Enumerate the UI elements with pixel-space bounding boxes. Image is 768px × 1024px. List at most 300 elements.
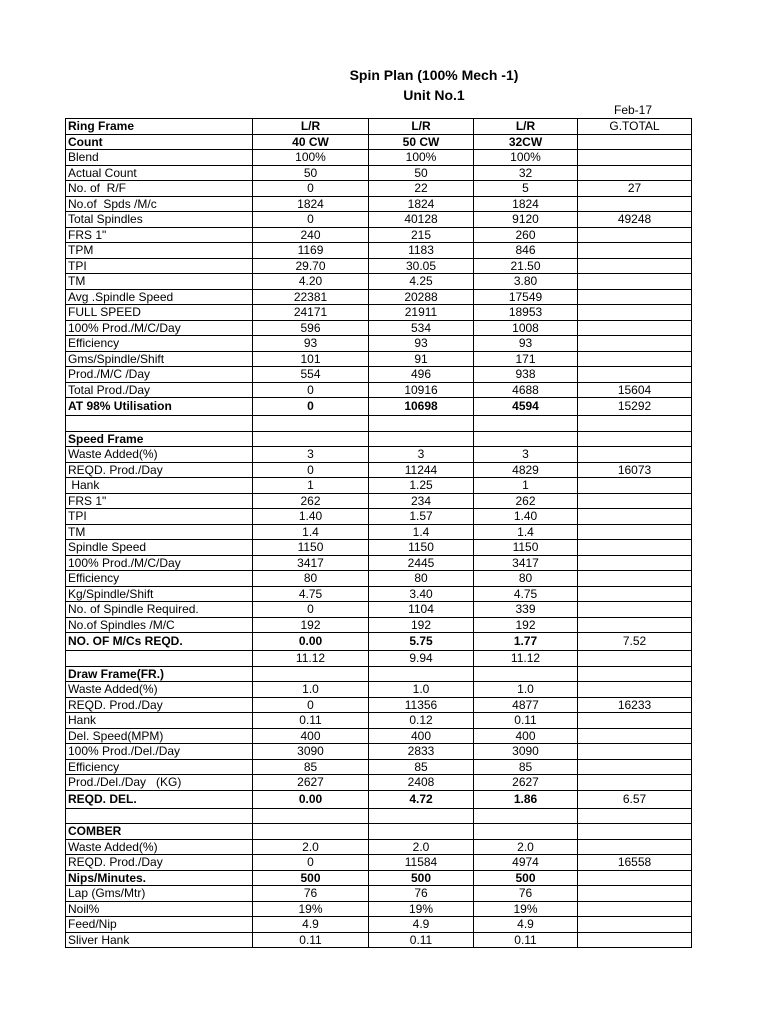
- value-cell: 171: [474, 351, 578, 367]
- row-label-cell: Waste Added(%): [66, 839, 253, 855]
- value-cell: 500: [253, 870, 369, 886]
- table-row: [66, 617, 692, 633]
- value-cell: 1183: [369, 243, 474, 259]
- row-label-cell: FRS 1": [66, 227, 253, 243]
- table-row: [66, 398, 692, 416]
- table-row: [66, 855, 692, 871]
- value-cell: 21911: [369, 305, 474, 321]
- value-cell: 4974: [474, 855, 578, 871]
- value-cell: 400: [369, 728, 474, 744]
- value-cell: 0: [253, 855, 369, 871]
- table-row: [66, 462, 692, 478]
- value-cell: 0.11: [474, 932, 578, 948]
- value-cell: 1169: [253, 243, 369, 259]
- table-row: [66, 713, 692, 729]
- value-cell: 50: [369, 165, 474, 181]
- value-cell: 17549: [474, 289, 578, 305]
- value-cell: 16073: [578, 462, 692, 478]
- table-row: [66, 351, 692, 367]
- value-cell: 30.05: [369, 258, 474, 274]
- value-cell: 11584: [369, 855, 474, 871]
- table-row: [66, 367, 692, 383]
- value-cell: 0: [253, 398, 369, 416]
- value-cell: 1.77: [474, 633, 578, 651]
- value-cell: 4.25: [369, 274, 474, 290]
- value-cell: [578, 571, 692, 587]
- value-cell: 6.57: [578, 790, 692, 808]
- value-cell: 1.86: [474, 790, 578, 808]
- value-cell: [253, 808, 369, 824]
- table-row: [66, 697, 692, 713]
- value-cell: 1.0: [474, 682, 578, 698]
- row-label-cell: Hank: [66, 713, 253, 729]
- value-cell: 1.4: [369, 524, 474, 540]
- table-row: [66, 870, 692, 886]
- table-row: [66, 586, 692, 602]
- value-cell: [369, 431, 474, 447]
- value-cell: 1824: [369, 196, 474, 212]
- value-cell: 400: [253, 728, 369, 744]
- value-cell: [578, 728, 692, 744]
- row-label-cell: Sliver Hank: [66, 932, 253, 948]
- value-cell: 3.40: [369, 586, 474, 602]
- row-label-cell: TM: [66, 274, 253, 290]
- value-cell: 3: [369, 447, 474, 463]
- value-cell: [578, 509, 692, 525]
- value-cell: 1824: [253, 196, 369, 212]
- value-cell: 16558: [578, 855, 692, 871]
- value-cell: 1150: [474, 540, 578, 556]
- value-cell: 20288: [369, 289, 474, 305]
- row-label-cell: Total Prod./Day: [66, 382, 253, 398]
- value-cell: 0.11: [474, 713, 578, 729]
- value-cell: [578, 651, 692, 667]
- table-row: [66, 790, 692, 808]
- value-cell: 1: [474, 478, 578, 494]
- value-cell: 596: [253, 320, 369, 336]
- value-cell: 21.50: [474, 258, 578, 274]
- table-row: [66, 478, 692, 494]
- value-cell: 0: [253, 697, 369, 713]
- table-row: [66, 808, 692, 824]
- value-cell: 1.57: [369, 509, 474, 525]
- value-cell: [578, 839, 692, 855]
- value-cell: 2445: [369, 555, 474, 571]
- value-cell: 22381: [253, 289, 369, 305]
- row-label-cell: Efficiency: [66, 336, 253, 352]
- table-row: [66, 571, 692, 587]
- value-cell: 0: [253, 602, 369, 618]
- value-cell: 80: [474, 571, 578, 587]
- value-cell: [578, 289, 692, 305]
- value-cell: 500: [474, 870, 578, 886]
- value-cell: 192: [253, 617, 369, 633]
- value-cell: 1: [253, 478, 369, 494]
- table-row: [66, 320, 692, 336]
- value-cell: 2.0: [253, 839, 369, 855]
- value-cell: 1008: [474, 320, 578, 336]
- row-label-cell: No. of R/F: [66, 181, 253, 197]
- value-cell: 4.9: [253, 917, 369, 933]
- value-cell: [578, 320, 692, 336]
- table-row: [66, 416, 692, 432]
- row-label-cell: No.of Spindles /M/C: [66, 617, 253, 633]
- value-cell: 4.9: [474, 917, 578, 933]
- value-cell: 554: [253, 367, 369, 383]
- value-cell: 234: [369, 493, 474, 509]
- row-label-cell: TM: [66, 524, 253, 540]
- value-cell: 192: [474, 617, 578, 633]
- value-cell: [369, 824, 474, 840]
- row-label-cell: [66, 808, 253, 824]
- value-cell: 85: [474, 759, 578, 775]
- row-label-cell: 100% Prod./M/C/Day: [66, 320, 253, 336]
- value-cell: G.TOTAL: [578, 119, 692, 135]
- value-cell: 49248: [578, 212, 692, 228]
- value-cell: 5.75: [369, 633, 474, 651]
- row-label-cell: Blend: [66, 150, 253, 166]
- value-cell: 4.72: [369, 790, 474, 808]
- value-cell: 76: [253, 886, 369, 902]
- value-cell: 0.11: [253, 932, 369, 948]
- table-row: [66, 509, 692, 525]
- value-cell: 0: [253, 212, 369, 228]
- value-cell: 16233: [578, 697, 692, 713]
- value-cell: [253, 416, 369, 432]
- value-cell: 9120: [474, 212, 578, 228]
- row-label-cell: [66, 651, 253, 667]
- table-row: [66, 555, 692, 571]
- value-cell: 3: [474, 447, 578, 463]
- table-row: [66, 134, 692, 150]
- table-row: [66, 305, 692, 321]
- value-cell: 3090: [474, 744, 578, 760]
- value-cell: 11.12: [253, 651, 369, 667]
- row-label-cell: 100% Prod./Del./Day: [66, 744, 253, 760]
- value-cell: 3417: [253, 555, 369, 571]
- value-cell: 192: [369, 617, 474, 633]
- value-cell: 100%: [474, 150, 578, 166]
- table-row: [66, 839, 692, 855]
- value-cell: 11244: [369, 462, 474, 478]
- value-cell: 4.75: [253, 586, 369, 602]
- value-cell: [474, 431, 578, 447]
- table-row: [66, 447, 692, 463]
- row-label-cell: REQD. Prod./Day: [66, 697, 253, 713]
- spin-plan-table: [65, 118, 692, 948]
- table-row: [66, 227, 692, 243]
- value-cell: [578, 540, 692, 556]
- value-cell: 100%: [369, 150, 474, 166]
- row-label-cell: REQD. Prod./Day: [66, 855, 253, 871]
- value-cell: 1.25: [369, 478, 474, 494]
- row-label-cell: Prod./Del./Day (KG): [66, 775, 253, 791]
- row-label-cell: Count: [66, 134, 253, 150]
- value-cell: [578, 555, 692, 571]
- value-cell: 19%: [369, 901, 474, 917]
- value-cell: 32CW: [474, 134, 578, 150]
- row-label-cell: Del. Speed(MPM): [66, 728, 253, 744]
- value-cell: [578, 602, 692, 618]
- value-cell: 5: [474, 181, 578, 197]
- row-label-cell: Noil%: [66, 901, 253, 917]
- value-cell: 19%: [474, 901, 578, 917]
- row-label-cell: Gms/Spindle/Shift: [66, 351, 253, 367]
- value-cell: 240: [253, 227, 369, 243]
- value-cell: 496: [369, 367, 474, 383]
- value-cell: 4.75: [474, 586, 578, 602]
- value-cell: 4594: [474, 398, 578, 416]
- value-cell: 50: [253, 165, 369, 181]
- value-cell: [474, 824, 578, 840]
- value-cell: [578, 367, 692, 383]
- value-cell: 215: [369, 227, 474, 243]
- value-cell: [578, 243, 692, 259]
- value-cell: 1.40: [474, 509, 578, 525]
- value-cell: [578, 274, 692, 290]
- value-cell: [253, 666, 369, 682]
- table-row: [66, 382, 692, 398]
- value-cell: 1.40: [253, 509, 369, 525]
- value-cell: [578, 258, 692, 274]
- value-cell: 2627: [253, 775, 369, 791]
- value-cell: [474, 808, 578, 824]
- table-row: [66, 728, 692, 744]
- table-row: [66, 744, 692, 760]
- value-cell: [578, 808, 692, 824]
- value-cell: [578, 524, 692, 540]
- row-label-cell: Spindle Speed: [66, 540, 253, 556]
- report-date: Feb-17: [613, 103, 653, 117]
- row-label-cell: REQD. DEL.: [66, 790, 253, 808]
- value-cell: [578, 150, 692, 166]
- table-row: [66, 824, 692, 840]
- value-cell: 50 CW: [369, 134, 474, 150]
- value-cell: 4.20: [253, 274, 369, 290]
- value-cell: 85: [253, 759, 369, 775]
- table-row: [66, 243, 692, 259]
- value-cell: 0.00: [253, 790, 369, 808]
- value-cell: [578, 493, 692, 509]
- value-cell: 262: [253, 493, 369, 509]
- value-cell: [578, 447, 692, 463]
- value-cell: 7.52: [578, 633, 692, 651]
- value-cell: 93: [474, 336, 578, 352]
- value-cell: [474, 666, 578, 682]
- row-label-cell: Lap (Gms/Mtr): [66, 886, 253, 902]
- value-cell: 24171: [253, 305, 369, 321]
- value-cell: [578, 744, 692, 760]
- row-label-cell: REQD. Prod./Day: [66, 462, 253, 478]
- value-cell: 101: [253, 351, 369, 367]
- row-label-cell: Feed/Nip: [66, 917, 253, 933]
- value-cell: 2833: [369, 744, 474, 760]
- value-cell: 339: [474, 602, 578, 618]
- value-cell: 1150: [253, 540, 369, 556]
- row-label-cell: Prod./M/C /Day: [66, 367, 253, 383]
- row-label-cell: Efficiency: [66, 571, 253, 587]
- value-cell: 500: [369, 870, 474, 886]
- row-label-cell: Actual Count: [66, 165, 253, 181]
- row-label-cell: TPM: [66, 243, 253, 259]
- table-row: [66, 165, 692, 181]
- row-label-cell: Nips/Minutes.: [66, 870, 253, 886]
- value-cell: [253, 431, 369, 447]
- row-label-cell: Efficiency: [66, 759, 253, 775]
- value-cell: [578, 196, 692, 212]
- value-cell: 32: [474, 165, 578, 181]
- table-row: [66, 932, 692, 948]
- value-cell: [369, 416, 474, 432]
- table-row: [66, 274, 692, 290]
- value-cell: [578, 932, 692, 948]
- value-cell: 0.00: [253, 633, 369, 651]
- table-row: [66, 759, 692, 775]
- value-cell: 9.94: [369, 651, 474, 667]
- table-row: [66, 775, 692, 791]
- table-row: [66, 682, 692, 698]
- row-label-cell: [66, 416, 253, 432]
- value-cell: 0.11: [253, 713, 369, 729]
- table-row: [66, 258, 692, 274]
- value-cell: 22: [369, 181, 474, 197]
- value-cell: 4829: [474, 462, 578, 478]
- value-cell: [369, 666, 474, 682]
- value-cell: 846: [474, 243, 578, 259]
- value-cell: 4877: [474, 697, 578, 713]
- value-cell: [474, 416, 578, 432]
- value-cell: 260: [474, 227, 578, 243]
- value-cell: 400: [474, 728, 578, 744]
- value-cell: 40 CW: [253, 134, 369, 150]
- value-cell: 0.12: [369, 713, 474, 729]
- row-label-cell: Hank: [66, 478, 253, 494]
- table-row: [66, 917, 692, 933]
- table-row: [66, 119, 692, 135]
- value-cell: 10916: [369, 382, 474, 398]
- row-label-cell: 100% Prod./M/C/Day: [66, 555, 253, 571]
- value-cell: 1.4: [253, 524, 369, 540]
- value-cell: [578, 824, 692, 840]
- table-row: [66, 493, 692, 509]
- value-cell: 10698: [369, 398, 474, 416]
- table-row: [66, 289, 692, 305]
- table-row: [66, 181, 692, 197]
- value-cell: 262: [474, 493, 578, 509]
- table-row: [66, 150, 692, 166]
- table-row: [66, 212, 692, 228]
- value-cell: 11.12: [474, 651, 578, 667]
- value-cell: 2.0: [369, 839, 474, 855]
- value-cell: [578, 617, 692, 633]
- value-cell: [578, 775, 692, 791]
- page-title: Spin Plan (100% Mech -1): [349, 67, 519, 83]
- value-cell: 1150: [369, 540, 474, 556]
- table-row: [66, 633, 692, 651]
- value-cell: 2408: [369, 775, 474, 791]
- value-cell: 1.0: [253, 682, 369, 698]
- value-cell: L/R: [253, 119, 369, 135]
- value-cell: [578, 666, 692, 682]
- table-row: [66, 901, 692, 917]
- value-cell: 40128: [369, 212, 474, 228]
- value-cell: [578, 886, 692, 902]
- value-cell: [369, 808, 474, 824]
- value-cell: [578, 134, 692, 150]
- value-cell: 3417: [474, 555, 578, 571]
- value-cell: 19%: [253, 901, 369, 917]
- value-cell: 3.80: [474, 274, 578, 290]
- table-row: [66, 336, 692, 352]
- row-label-cell: Speed Frame: [66, 431, 253, 447]
- value-cell: [578, 901, 692, 917]
- value-cell: 29.70: [253, 258, 369, 274]
- value-cell: [578, 305, 692, 321]
- value-cell: 0: [253, 382, 369, 398]
- value-cell: 3090: [253, 744, 369, 760]
- row-label-cell: COMBER: [66, 824, 253, 840]
- value-cell: [578, 759, 692, 775]
- row-label-cell: AT 98% Utilisation: [66, 398, 253, 416]
- value-cell: [578, 682, 692, 698]
- row-label-cell: No.of Spds /M/c: [66, 196, 253, 212]
- value-cell: 93: [369, 336, 474, 352]
- value-cell: [578, 336, 692, 352]
- value-cell: L/R: [474, 119, 578, 135]
- page-subtitle: Unit No.1: [403, 87, 465, 103]
- value-cell: 1.4: [474, 524, 578, 540]
- value-cell: 0: [253, 462, 369, 478]
- value-cell: [578, 416, 692, 432]
- value-cell: 91: [369, 351, 474, 367]
- table-row: [66, 602, 692, 618]
- table-row: [66, 666, 692, 682]
- row-label-cell: No. of Spindle Required.: [66, 602, 253, 618]
- value-cell: [578, 227, 692, 243]
- value-cell: [578, 586, 692, 602]
- table-row: [66, 651, 692, 667]
- value-cell: [253, 824, 369, 840]
- value-cell: 15292: [578, 398, 692, 416]
- value-cell: 2627: [474, 775, 578, 791]
- row-label-cell: TPI: [66, 258, 253, 274]
- value-cell: 76: [369, 886, 474, 902]
- value-cell: [578, 870, 692, 886]
- table-row: [66, 540, 692, 556]
- table-row: [66, 886, 692, 902]
- value-cell: [578, 351, 692, 367]
- value-cell: [578, 165, 692, 181]
- row-label-cell: Draw Frame(FR.): [66, 666, 253, 682]
- value-cell: 0.11: [369, 932, 474, 948]
- row-label-cell: NO. OF M/Cs REQD.: [66, 633, 253, 651]
- value-cell: 534: [369, 320, 474, 336]
- value-cell: 1.0: [369, 682, 474, 698]
- value-cell: 1104: [369, 602, 474, 618]
- value-cell: 15604: [578, 382, 692, 398]
- value-cell: 76: [474, 886, 578, 902]
- value-cell: 85: [369, 759, 474, 775]
- row-label-cell: Waste Added(%): [66, 447, 253, 463]
- value-cell: 0: [253, 181, 369, 197]
- row-label-cell: Waste Added(%): [66, 682, 253, 698]
- row-label-cell: TPI: [66, 509, 253, 525]
- table-row: [66, 196, 692, 212]
- row-label-cell: Total Spindles: [66, 212, 253, 228]
- value-cell: 1824: [474, 196, 578, 212]
- table-row: [66, 524, 692, 540]
- value-cell: 80: [253, 571, 369, 587]
